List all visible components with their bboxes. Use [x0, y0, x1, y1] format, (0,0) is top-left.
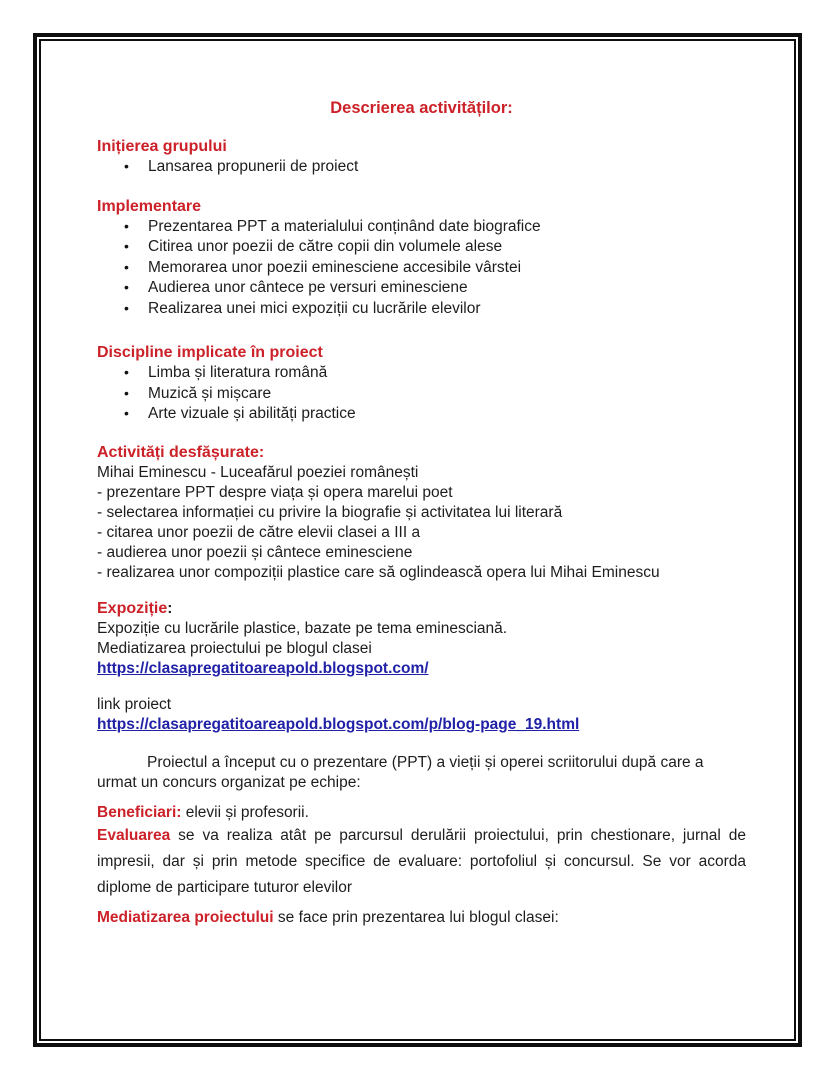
bullet-icon: • [124, 158, 129, 174]
section-heading-discipline: Discipline implicate în proiect [97, 344, 323, 361]
activity-line: - prezentare PPT despre viața și opera marelui poet [97, 483, 453, 501]
bullet-icon: • [124, 364, 129, 380]
bullet-icon: • [124, 299, 129, 316]
activity-line: Mihai Eminescu - Luceafărul poeziei românești [97, 463, 419, 481]
document-title: Descrierea activităților: [330, 99, 513, 117]
project-page-link[interactable]: https://clasapregatitoareapold.blogspot.com/p/blog-page_19.html [97, 715, 580, 733]
project-link-line [97, 715, 746, 735]
bullet-icon: • [124, 217, 129, 234]
bullet-text: Audierea unor cântece pe versuri eminesciene [148, 279, 468, 296]
bullet-item [97, 404, 746, 425]
bullet-icon: • [124, 384, 129, 401]
bullet-item [97, 157, 746, 178]
bullet-list-initierea [97, 157, 746, 178]
bullet-text: Memorarea unor poezii eminesciene accesibile vârstei [148, 258, 522, 276]
section-heading-activitati: Activități desfășurate: [97, 443, 265, 461]
bullet-item [97, 278, 746, 299]
activity-line: - selectarea informației cu privire la biografie și activitatea lui literară [97, 503, 563, 521]
bullet-item [97, 237, 746, 258]
bullet-item [97, 299, 746, 320]
expozitie-line: Expoziție cu lucrările plastice, bazate pe tema eminesciană. [97, 619, 508, 637]
bullet-icon: • [124, 279, 129, 295]
evaluarea-label: Evaluarea [97, 826, 171, 844]
bullet-text: Realizarea unei mici expoziții cu lucrările elevilor [148, 299, 481, 317]
bullet-text: Muzică și mișcare [148, 384, 272, 402]
bullet-icon: • [124, 258, 129, 275]
activity-line: - citarea unor poezii de către elevii clasei a III a [97, 523, 421, 541]
project-intro-paragraph: Proiectul a început cu o prezentare (PPT) a vieții și operei scriitorului după care a urmat un concurs organizat pe echipe: [97, 753, 704, 791]
page-border-frame-inner [39, 39, 796, 1041]
bullet-text: Citirea unor poezii de către copii din volumele alese [148, 238, 503, 255]
section-heading-initierea: Inițierea grupului [97, 138, 227, 155]
expozitie-heading-colon: : [167, 599, 173, 617]
bullet-item [97, 217, 746, 238]
blog-link[interactable]: https://clasapregatitoareapold.blogspot.com/ [97, 659, 429, 677]
bullet-text: Limba și literatura română [148, 364, 328, 381]
page-border-frame-outer [33, 33, 802, 1047]
bullet-icon: • [124, 405, 129, 421]
link-proiect-label: link proiect [97, 695, 172, 713]
activity-line: - audierea unor poezii și cântece eminesciene [97, 543, 413, 561]
mediatizarea-line [97, 907, 746, 928]
mediatizarea-label: Mediatizarea proiectului [97, 908, 274, 926]
bullet-text: Prezentarea PPT a materialului conținând date biografice [148, 217, 541, 235]
bullet-list-implementare [97, 217, 746, 320]
beneficiari-label: Beneficiari: [97, 803, 182, 821]
beneficiari-text: elevii și profesorii. [185, 803, 309, 821]
blog-link-line [97, 659, 746, 679]
activity-line: - realizarea unor compoziții plastice care să oglindească opera lui Mihai Eminescu [97, 563, 660, 581]
bullet-item [97, 258, 746, 279]
section-heading-implementare: Implementare [97, 197, 202, 215]
mediatizarea-text: se face prin prezentarea lui blogul clasei: [277, 908, 559, 926]
section-heading-expozitie [97, 598, 746, 619]
evaluarea-paragraph [97, 823, 746, 901]
evaluarea-text: se va realiza atât pe parcursul derulării proiectului, prin chestionare, jurnal de impresii, dar și prin metode specifice de evaluare: portofoliul și concursul. Se vor acorda diplome de participare tuturor elevilor [97, 826, 746, 896]
expozitie-line: Mediatizarea proiectului pe blogul clasei [97, 639, 372, 657]
bullet-list-discipline [97, 363, 746, 425]
expozitie-heading-label: Expoziție [97, 599, 168, 617]
bullet-text: Arte vizuale și abilități practice [148, 405, 356, 422]
bullet-icon: • [124, 238, 129, 254]
bullet-text: Lansarea propunerii de proiect [148, 158, 359, 175]
bullet-item [97, 363, 746, 384]
bullet-item [97, 384, 746, 405]
beneficiari-line [97, 802, 746, 823]
